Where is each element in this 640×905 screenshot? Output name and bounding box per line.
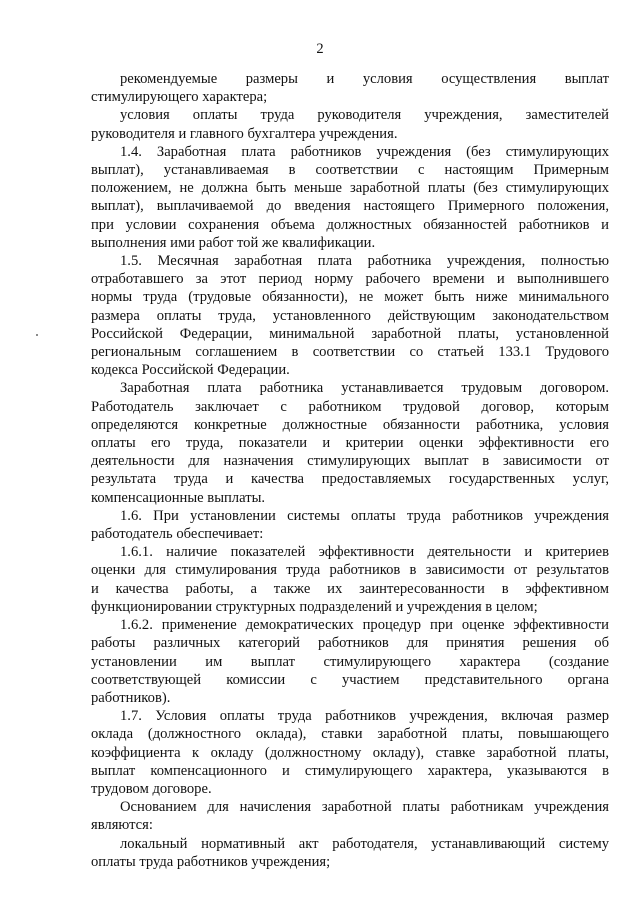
text-line: Российской Федерации, минимальной заработной платы, установленной xyxy=(91,325,609,342)
text-line: функционировании структурных подразделений и учреждения в целом; xyxy=(91,598,538,615)
text-line: рекомендуемые размеры и условия осуществления выплат xyxy=(120,71,609,87)
paragraph xyxy=(91,379,609,506)
text-line: работодатель обеспечивает: xyxy=(91,526,264,543)
text-line: и качества работы, а также их заинтересованности в эффективном xyxy=(91,580,609,597)
text-line: выплат), выплачиваемой до введения настоящего Примерного положения, xyxy=(91,198,609,215)
text-line: трудовом договоре. xyxy=(91,780,212,797)
text-line: Работодатель заключает с работником трудовой договор, которым xyxy=(91,398,609,415)
text-line: 1.6.2. применение демократических процедур при оценке эффективности xyxy=(120,617,609,634)
text-line: установлении им выплат стимулирующего характера (создание xyxy=(91,653,609,670)
text-line: деятельности для назначения стимулирующих выплат в зависимости от xyxy=(91,453,609,470)
text-line: кодекса Российской Федерации. xyxy=(91,362,290,379)
page-number: 2 xyxy=(316,41,324,57)
text-line: 1.6. При установлении системы оплаты труда работников учреждения xyxy=(120,507,609,524)
paragraph xyxy=(91,106,609,142)
text-line: размера оплаты труда, установленного действующим законодательством xyxy=(91,307,609,324)
text-line: 1.6.1. наличие показателей эффективности деятельности и критериев xyxy=(120,544,609,561)
paragraph xyxy=(91,507,609,543)
text-line: Заработная плата работника устанавливается трудовым договором. xyxy=(120,380,609,397)
text-line: отработавшего за этот период норму рабочего времени и выполнившего xyxy=(91,271,609,288)
text-line: региональным соглашением в соответствии со статьей 133.1 Трудового xyxy=(91,344,609,361)
text-line: оклада (должностного оклада), ставки заработной платы, повышающего xyxy=(91,726,609,743)
text-line: работы различных категорий работников для принятия решения об xyxy=(91,635,609,652)
text-line: результата труда и качества предоставляемых государственных услуг, xyxy=(91,471,609,488)
document-body xyxy=(91,70,609,871)
text-line: оплаты труда работников учреждения; xyxy=(91,853,331,870)
text-line: являются: xyxy=(91,817,153,834)
paragraph xyxy=(91,143,609,252)
margin-mark xyxy=(36,334,38,336)
paragraph xyxy=(91,252,609,379)
paragraph xyxy=(91,707,609,798)
text-line: соответствующей комиссии с участием представительного органа xyxy=(91,671,609,688)
text-line: положением, не должна быть меньше заработной платы (без стимулирующих xyxy=(91,180,609,197)
text-line: нормы труда (трудовые обязанности), не может быть ниже минимального xyxy=(91,289,609,306)
paragraph xyxy=(91,543,609,616)
text-line: 1.4. Заработная плата работников учреждения (без стимулирующих xyxy=(120,143,609,160)
text-line: стимулирующего характера; xyxy=(91,89,268,106)
text-line: локальный нормативный акт работодателя, устанавливающий систему xyxy=(120,835,609,852)
text-line: условия оплаты труда руководителя учреждения, заместителей xyxy=(120,107,609,124)
text-line: определяются конкретные должностные обязанности работника, условия xyxy=(91,416,609,433)
text-line: 1.7. Условия оплаты труда работников учреждения, включая размер xyxy=(120,708,609,725)
text-line: при условии сохранения объема должностных обязанностей работников и xyxy=(91,216,609,233)
paragraph xyxy=(91,616,609,707)
text-line: выплат компенсационного и стимулирующего характера, указываются в xyxy=(91,762,609,779)
text-line: компенсационные выплаты. xyxy=(91,489,266,506)
text-line: выполнения ими работ той же квалификации. xyxy=(91,234,376,251)
text-line: 1.5. Месячная заработная плата работника учреждения, полностью xyxy=(120,253,609,270)
text-line: оценки для стимулирования труда работников в зависимости от результатов xyxy=(91,562,609,579)
paragraph xyxy=(91,70,609,106)
text-line: выплат), устанавливаемая в соответствии с настоящим Примерным xyxy=(91,162,609,179)
text-line: работников). xyxy=(91,689,171,706)
paragraph xyxy=(91,835,609,871)
paragraph xyxy=(91,798,609,834)
text-line: коэффициента к окладу (должностному окладу), ставке заработной платы, xyxy=(91,744,609,761)
text-line: Основанием для начисления заработной платы работникам учреждения xyxy=(120,799,609,816)
text-line: оплаты его труда, показатели и критерии оценки эффективности его xyxy=(91,435,609,452)
text-line: руководителя и главного бухгалтера учреждения. xyxy=(91,125,398,142)
